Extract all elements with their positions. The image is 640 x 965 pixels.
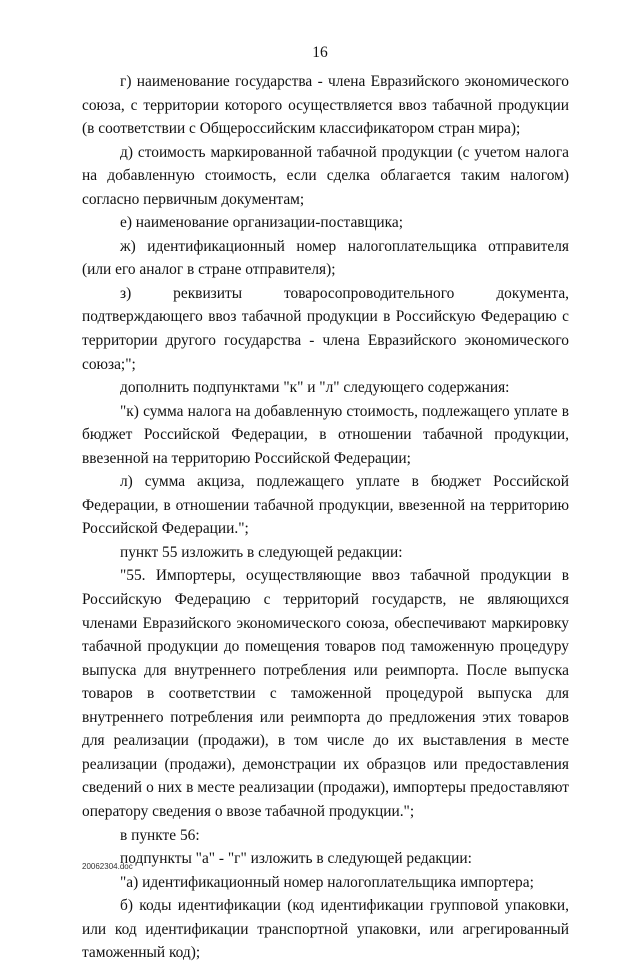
paragraph-zh: ж) идентификационный номер налогоплательщика отправителя (или его аналог в стране отправителя); (82, 237, 569, 279)
paragraph-g: г) наименование государства - члена Евразийского экономического союза, с территории которого осуществляется ввоз табачной продукции (в соответствии с Общероссийским классификатором стран мира); (82, 73, 569, 138)
paragraph-supplement: дополнить подпунктами "к" и "л" следующего содержания: (120, 379, 510, 397)
paragraph-l: л) сумма акциза, подлежащего уплате в бюджет Российской Федерации, в отношении табачной продукции, ввезенной на территорию Российской Федерации."; (82, 473, 569, 538)
paragraph-point-55-intro: пункт 55 изложить в следующей редакции: (120, 543, 403, 561)
paragraph-subpoints-intro: подпункты "а" - "г" изложить в следующей редакции: (120, 850, 472, 868)
paragraph-point-55: "55. Импортеры, осуществляющие ввоз табачной продукции в Российскую Федерацию с территорий государств, не являющихся членами Евразийского экономического союза, обеспечивают маркировку табачной продукции до помещения товаров под таможенную процедуру выпуска для внутреннего потребления или реимпорта. После выпуска товаров в соответствии с таможенной процедурой выпуска для внутреннего потребления или реимпорта до предложения этих товаров для реализации (продажи), в том числе до их выставления в месте реализации (продажи), демонстрации их образцов или предоставления сведений о них в месте реализации (продажи), импортеры предоставляют оператору сведения о ввозе табачной продукции."; (82, 567, 569, 820)
paragraph-e: е) наименование организации-поставщика; (120, 214, 404, 232)
paragraph-d: д) стоимость маркированной табачной продукции (с учетом налога на добавленную стоимость, если сделка облагается таким налогом) согласно первичным документам; (82, 143, 569, 208)
footer-doc-id: 20062304.doc (82, 862, 133, 871)
paragraph-a: "а) идентификационный номер налогоплательщика импортера; (120, 873, 534, 891)
paragraph-z: з) реквизиты товаросопроводительного документа, подтверждающего ввоз табачной продукции в Российскую Федерацию с территории другого государства - члена Евразийского экономического союза;"; (82, 284, 569, 373)
page-number: 16 (312, 44, 328, 61)
paragraph-k: "к) сумма налога на добавленную стоимость, подлежащего уплате в бюджет Российской Федерации, в отношении табачной продукции, ввезенной на территорию Российской Федерации; (82, 402, 569, 467)
document-body (82, 70, 569, 965)
paragraph-point-56-intro: в пункте 56: (120, 826, 200, 844)
paragraph-b: б) коды идентификации (код идентификации групповой упаковки, или код идентификации транспортной упаковки, или агрегированный таможенный код); (82, 897, 569, 962)
